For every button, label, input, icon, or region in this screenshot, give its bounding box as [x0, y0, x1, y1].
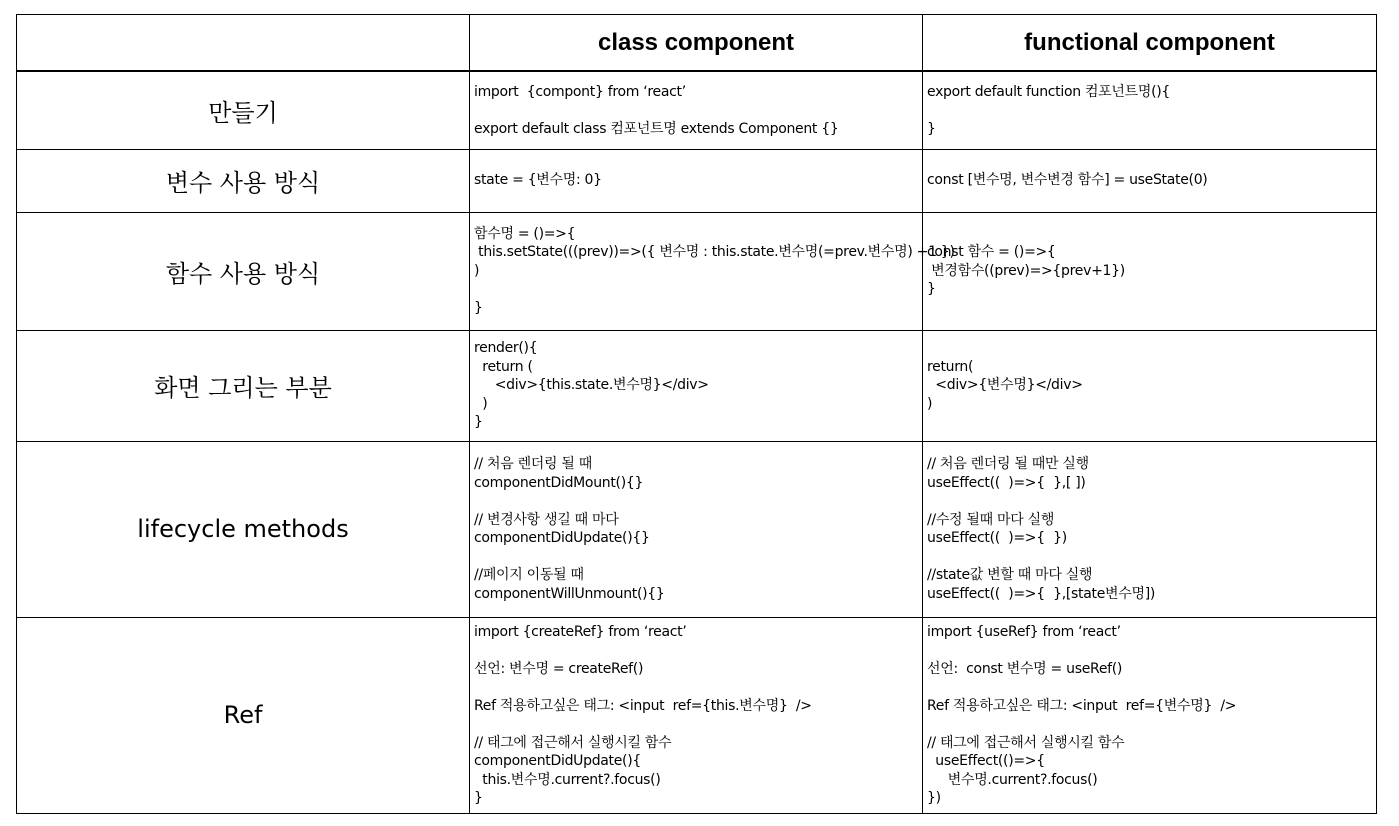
- code-line-blank: [474, 641, 920, 660]
- row-label: 화면 그리는 부분: [17, 330, 470, 441]
- code-line: <div>{변수명}</div>: [927, 377, 1083, 394]
- row-label: Ref: [17, 617, 470, 813]
- code-line: <div>{this.state.변수명}</div>: [474, 377, 709, 394]
- comparison-table: [16, 14, 1377, 814]
- table-row-function: [17, 212, 1377, 330]
- code-line-blank: [474, 678, 920, 697]
- code-line: const 함수 = ()=>{: [927, 244, 1056, 261]
- code-line-blank: [474, 280, 920, 299]
- class-code-cell: [470, 149, 923, 212]
- class-code-cell: [470, 212, 955, 330]
- header-row: [17, 15, 1377, 72]
- code-line: // 태그에 접근해서 실행시킬 함수: [474, 734, 672, 751]
- code-line: useEffect(()=>{: [927, 753, 1045, 769]
- code-line: // 태그에 접근해서 실행시킬 함수: [927, 734, 1125, 751]
- code-line: ): [927, 395, 933, 412]
- code-line: render(){: [474, 340, 538, 357]
- functional-code-cell: [923, 71, 1377, 149]
- code-line: 함수명 = ()=>{: [474, 225, 576, 242]
- code-line: }: [474, 414, 483, 431]
- code-line: // 변경사항 생길 때 마다: [474, 511, 619, 528]
- code-line: // 처음 렌더링 될 때만 실행: [927, 456, 1089, 472]
- code-line: 선언: const 변수명 = useRef(): [927, 660, 1123, 677]
- code-line-blank: [927, 492, 1374, 511]
- code-line: //페이지 이동될 때: [474, 567, 584, 583]
- code-line: }: [474, 790, 483, 806]
- row-label: 변수 사용 방식: [17, 149, 470, 212]
- code-line: this.setState(((prev))=>({ 변수명 : this.state.변수명(=prev.변수명) +1 }): [474, 244, 955, 261]
- code-line: 선언: 변수명 = createRef(): [474, 660, 644, 677]
- functional-code-cell: [923, 149, 1377, 212]
- class-code-cell: [470, 441, 923, 617]
- code-line-blank: [927, 101, 1374, 120]
- code-line: 변수명.current?.focus(): [927, 771, 1098, 788]
- code-line: }: [474, 299, 483, 316]
- table-row-variable: [17, 149, 1377, 212]
- code-line: }: [927, 120, 936, 137]
- table-row-lifecycle: [17, 441, 1377, 617]
- functional-code-cell: [923, 330, 1377, 441]
- code-line: ): [474, 395, 488, 412]
- header-class-component: class component: [470, 15, 923, 72]
- code-line: export default function 컴포넌트명(){: [927, 83, 1171, 100]
- header-corner-cell: [17, 15, 470, 72]
- class-code-cell: [470, 617, 923, 813]
- code-line: componentDidMount(){}: [474, 474, 644, 491]
- code-line: import {compont} from ‘react’: [474, 83, 686, 100]
- code-line: return (: [474, 358, 533, 375]
- header-functional-component: functional component: [923, 15, 1377, 72]
- functional-code-cell: [923, 441, 1377, 617]
- code-line: componentDidUpdate(){: [474, 753, 641, 769]
- functional-code-cell: [923, 212, 1377, 330]
- code-line-blank: [474, 548, 920, 567]
- table-row-create: [17, 71, 1377, 149]
- code-line-blank: [927, 548, 1374, 567]
- code-line: import {useRef} from ‘react’: [927, 623, 1121, 640]
- code-line: useEffect(( )=>{ },[ ]): [927, 474, 1086, 491]
- code-line: // 처음 렌더링 될 때: [474, 456, 593, 472]
- code-line: useEffect(( )=>{ }): [927, 530, 1067, 546]
- code-line: ): [474, 262, 480, 279]
- class-code-cell: [470, 330, 923, 441]
- code-line: Ref 적용하고싶은 태그: <input ref={변수명} />: [927, 697, 1237, 714]
- row-label: 만들기: [17, 71, 470, 149]
- code-line: //수정 될때 마다 실행: [927, 511, 1055, 528]
- code-line: useEffect(( )=>{ },[state변수명]): [927, 585, 1156, 602]
- code-line: 변경함수((prev)=>{prev+1}): [927, 262, 1125, 279]
- code-line-blank: [474, 492, 920, 511]
- code-line-blank: [927, 678, 1374, 697]
- code-line: const [변수명, 변수변경 함수] = useState(0): [927, 172, 1208, 189]
- code-line: Ref 적용하고싶은 태그: <input ref={this.변수명} />: [474, 697, 812, 714]
- table-body: [17, 71, 1377, 813]
- class-code-cell: [470, 71, 923, 149]
- code-line-blank: [474, 101, 920, 120]
- table-row-render: [17, 330, 1377, 441]
- code-line-blank: [927, 641, 1374, 660]
- code-line: state = {변수명: 0}: [474, 172, 602, 189]
- row-label: lifecycle methods: [17, 441, 470, 617]
- functional-code-cell: [923, 617, 1377, 813]
- code-line: export default class 컴포넌트명 extends Component {}: [474, 120, 839, 137]
- code-line: //state값 변할 때 마다 실행: [927, 567, 1093, 583]
- code-line: }: [927, 281, 936, 298]
- code-line: this.변수명.current?.focus(): [474, 771, 661, 788]
- table-row-ref: [17, 617, 1377, 813]
- code-line-blank: [474, 715, 920, 734]
- code-line-blank: [927, 715, 1374, 734]
- code-line: return(: [927, 358, 974, 375]
- code-line: }): [927, 790, 941, 806]
- row-label: 함수 사용 방식: [17, 212, 470, 330]
- code-line: import {createRef} from ‘react’: [474, 623, 687, 640]
- code-line: componentWillUnmount(){}: [474, 585, 665, 602]
- code-line: componentDidUpdate(){}: [474, 530, 650, 546]
